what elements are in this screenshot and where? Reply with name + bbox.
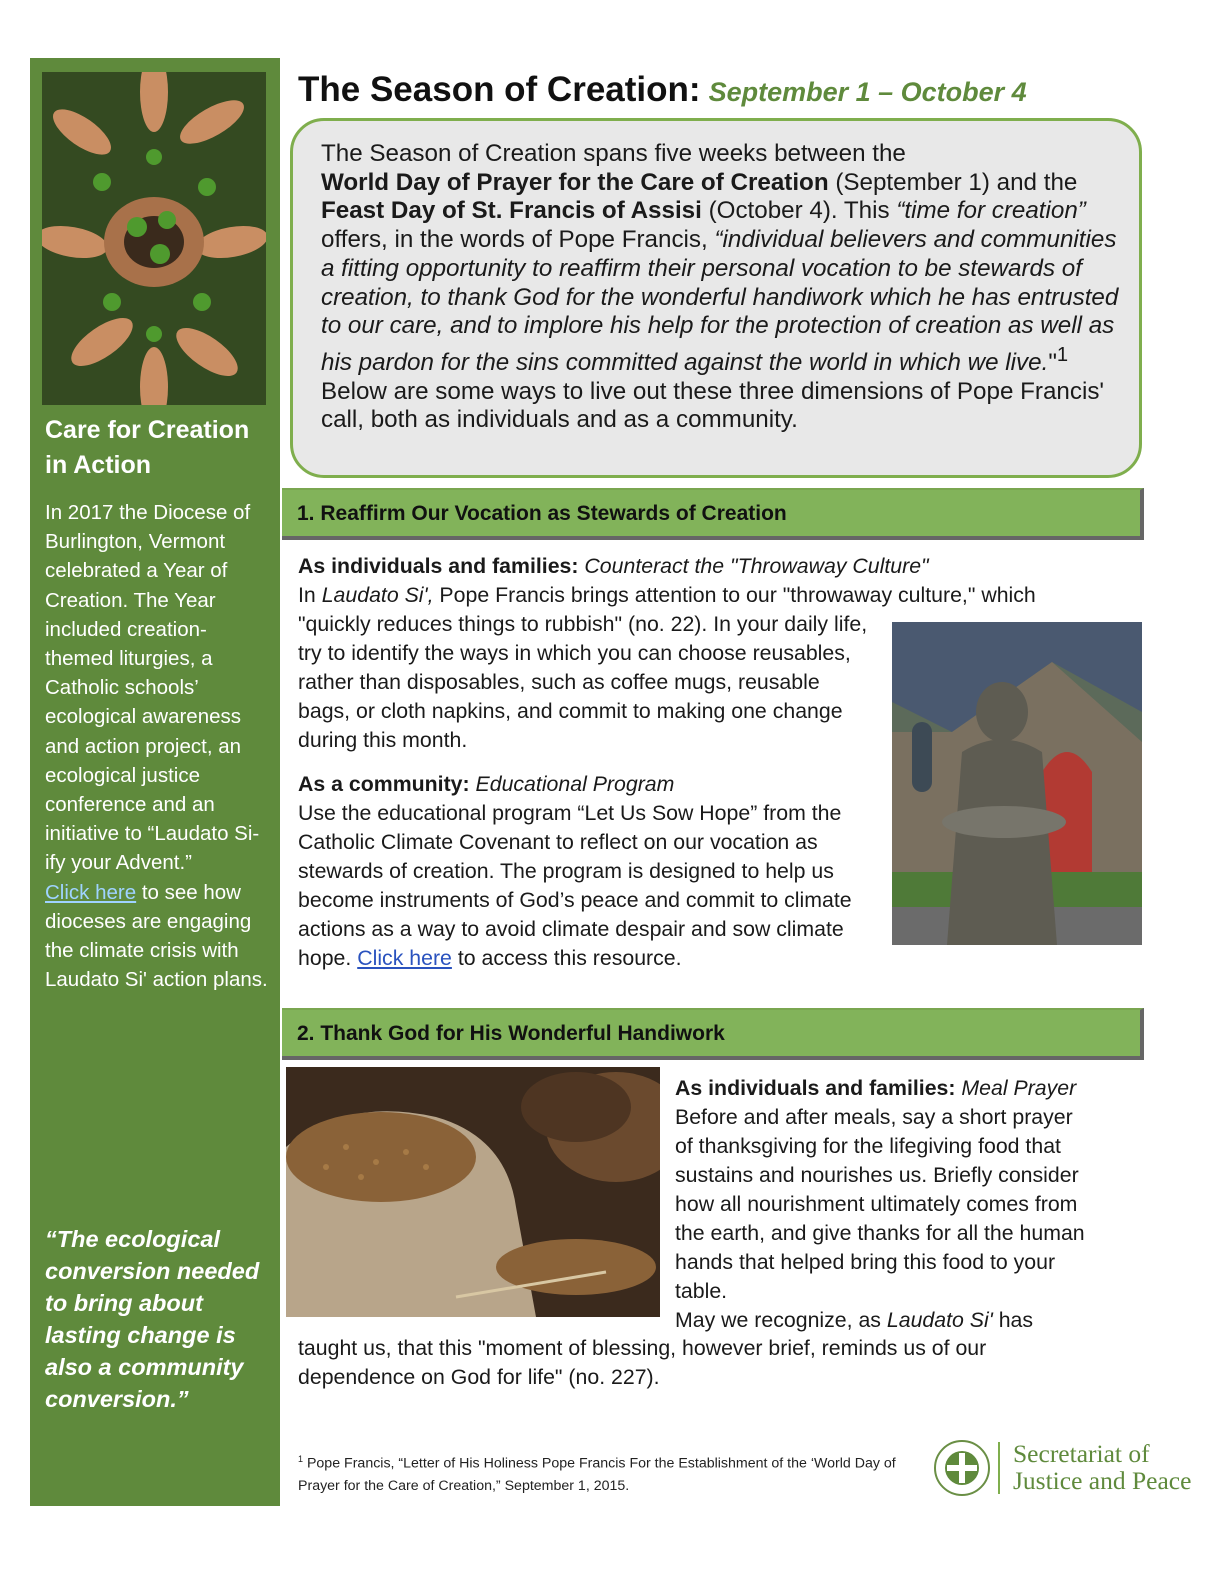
sidebar-quote: “The ecological conversion needed to bring about lasting change is also a community conversion.” <box>45 1226 260 1412</box>
footnote: $^1$ Pope Francis, “Letter of His Holiness Pope Francis For the Establishment of the ‘World Day of Prayer for the Care of Creation,” September 1, 2015. <box>298 1454 896 1494</box>
sidebar-body: In 2017 the Diocese of Burlington, Vermont celebrated a Year of Creation. The Year included creation-themed liturgies, a Catholic schools’ ecological awareness and action project, an ecological justice conference and an initiative to “Laudato Si-ify your Advent.” Click here to see how dioceses are engaging the climate crisis with Laudato Si' action plans. <box>45 501 268 992</box>
page-title: The Season of Creation: September 1 – October 4 <box>298 70 1027 109</box>
usccb-seal-icon <box>934 1440 990 1496</box>
intro-box <box>290 118 1142 478</box>
section-2-header: 2. Thank God for His Wonderful Handiwork <box>282 1008 1144 1060</box>
logo-text: Secretariat of Justice and Peace <box>1013 1439 1192 1495</box>
intro-text: The Season of Creation spans five weeks between the World Day of Prayer for the Care of Creation (September 1) and the Feast Day of St. Francis of Assisi (October 4). This “time for creation” offers, in the words of Pope Francis, “individual believers and communities a fitting opportunity to reaffirm their personal vocation to be stewards of creation, to thank God for the wonderful handiwork which he has entrusted to our care, and to implore his help for the protection of creation as well as his pardon for the sins committed against the world in which we live."$^1$ Below are some ways to live out these three dimensions of Pope Francis' call, both as individuals and as a community. <box>321 140 1119 434</box>
educational-program-link[interactable]: Click here <box>357 946 452 970</box>
date-range: September 1 – October 4 <box>708 77 1027 107</box>
sidebar-title: Care for Creation in Action <box>45 416 250 479</box>
sidebar <box>30 58 280 1506</box>
section-1-individuals-body: "quickly reduces things to rubbish" (no. 22). In your daily life, try to identify the ways in which you can choose reusables, rather than disposables, such as coffee mugs, reusable bags, or cloth napkins, and commit to making one change during this month. <box>298 612 868 752</box>
grain-sack-bread-photo <box>286 1067 660 1317</box>
section-2-individuals-continued: taught us, that this "moment of blessing, however brief, reminds us of our dependence on God for life" (no. 227). <box>298 1336 987 1389</box>
logo-divider <box>998 1442 1000 1494</box>
sidebar-click-here-link[interactable]: Click here <box>45 880 137 904</box>
section-1-header: 1. Reaffirm Our Vocation as Stewards of Creation <box>282 488 1144 540</box>
usccb-logo <box>932 1438 1200 1502</box>
st-francis-statue-photo <box>892 622 1142 945</box>
section-2-individuals: As individuals and families: Meal Prayer Before and after meals, say a short prayer of thanksgiving for the lifegiving food that sustains and nourishes us. Briefly consider how all nourishment ultimately comes from the earth, and give thanks for all the human hands that helped bring this food to your table. May we recognize, as Laudato Si' has <box>675 1076 1085 1332</box>
section-1-individuals: As individuals and families: Counteract the "Throwaway Culture" In Laudato Si', Pope Francis brings attention to our "throwaway culture," which <box>298 554 1036 607</box>
section-1-community: As a community: Educational Program Use the educational program “Let Us Sow Hope” from the Catholic Climate Covenant to reflect on our vocation as stewards of creation. The program is designed to help us become instruments of God’s peace and commit to climate actions as a way to avoid climate despair and sow climate hope. Click here to access this resource. <box>298 772 852 970</box>
hands-with-seedlings-photo <box>42 72 266 405</box>
